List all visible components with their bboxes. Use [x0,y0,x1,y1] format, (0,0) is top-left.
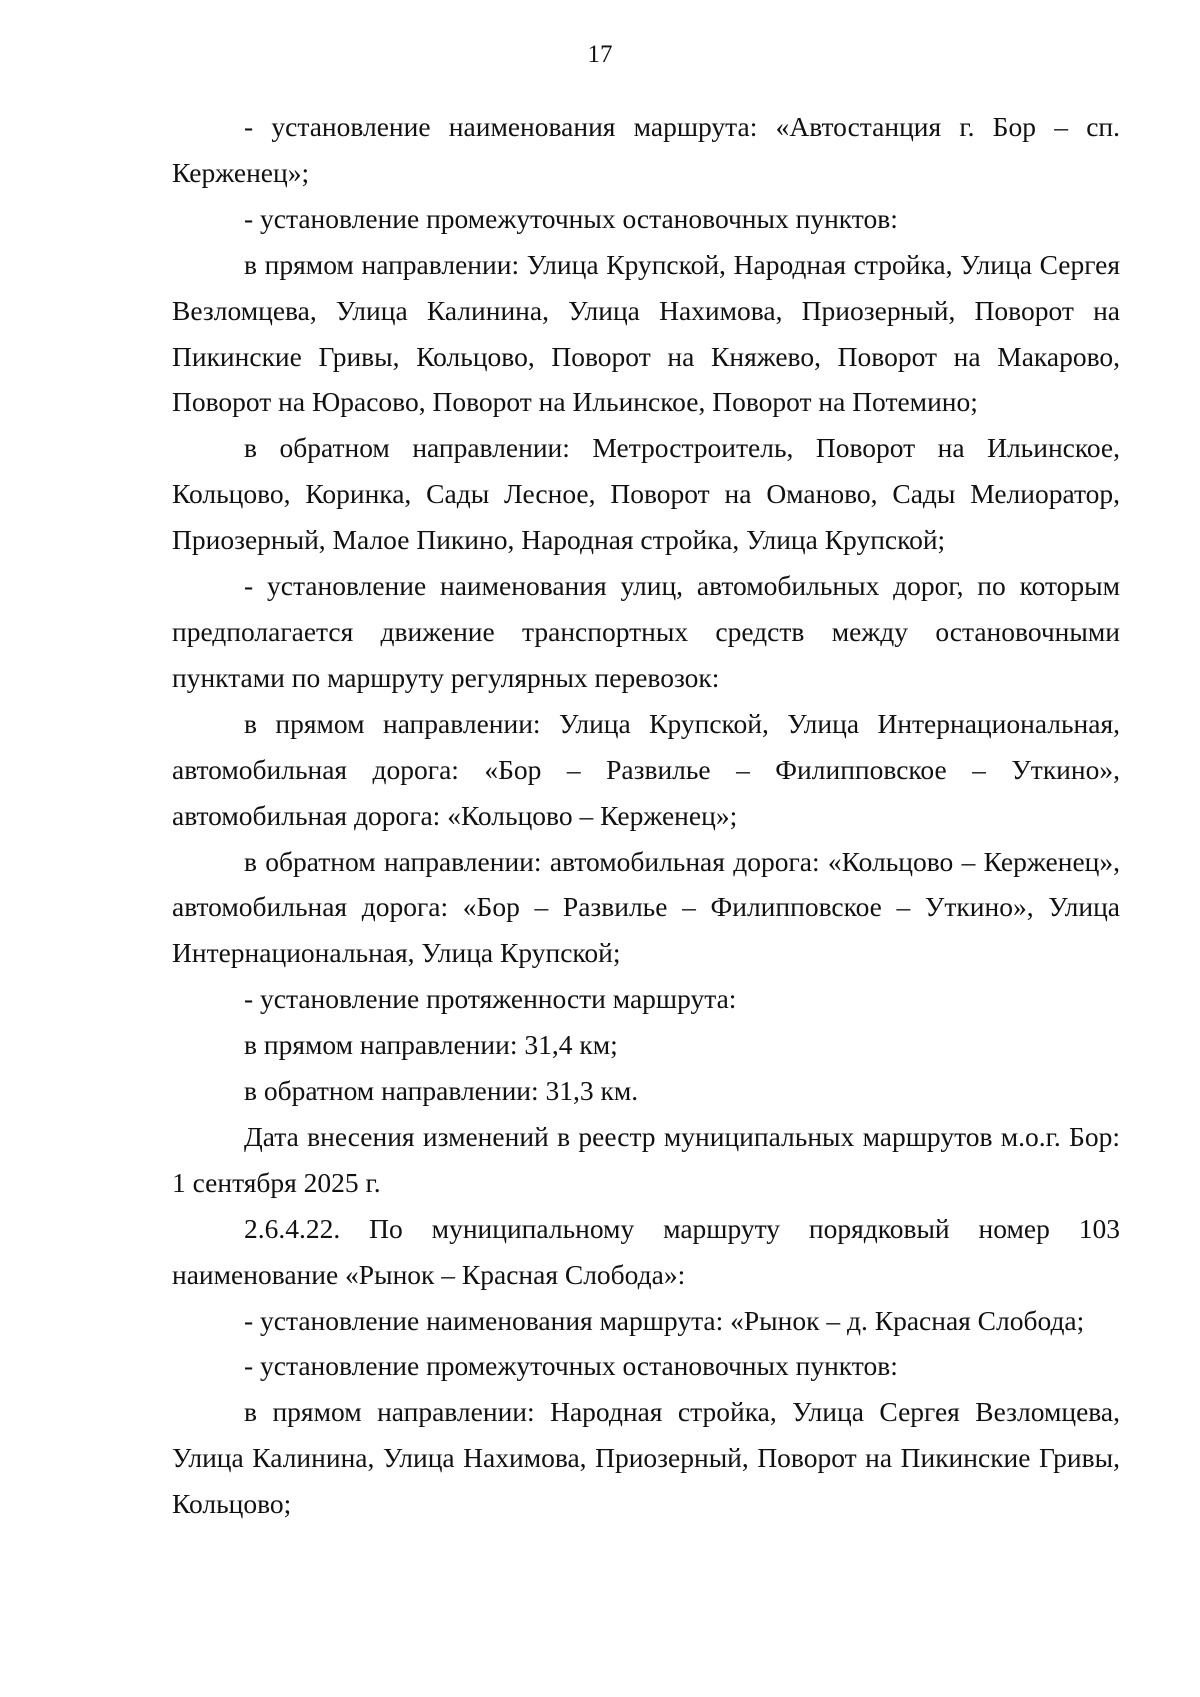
paragraph-return-stops-1: в обратном направлении: Метростроитель, Поворот на Ильинское, Кольцово, Коринка, Сады Лесное, Поворот на Оманово, Сады Мелиоратор, Приозерный, Малое Пикино, Народная стройка, Улица Крупской; [172,432,1120,556]
paragraph-return-length: в обратном направлении: 31,3 км. [244,1075,639,1107]
paragraph-registry-date: Дата внесения изменений в реестр муниципальных маршрутов м.о.г. Бор: 1 сентября 2025 г. [172,1120,1120,1198]
paragraph-length-heading: - установление протяженности маршрута: [244,983,737,1015]
paragraph-forward-length: в прямом направлении: 31,4 км; [244,1029,618,1061]
paragraph-stops-heading-2: - установление промежуточных остановочных пунктов: [244,1350,898,1382]
page-number: 17 [587,41,613,68]
paragraph-forward-streets: в прямом направлении: Улица Крупской, Улица Интернациональная, автомобильная дорога: «Бор – Развилье – Филипповское – Уткино», автомобильная дорога: «Кольцово – Керженец»; [172,707,1120,831]
document-body [172,104,1120,1527]
paragraph-return-streets: в обратном направлении: автомобильная дорога: «Кольцово – Керженец», автомобильная дорога: «Бор – Развилье – Филипповское – Уткино», Улица Интернациональная, Улица Крупской; [172,845,1120,969]
paragraph-route-name-2: - установление наименования маршрута: «Рынок – д. Красная Слобода; [244,1304,1085,1336]
paragraph-stops-heading-1: - установление промежуточных остановочных пунктов: [244,202,898,234]
paragraph-forward-stops-2: в прямом направлении: Народная стройка, Улица Сергея Везломцева, Улица Калинина, Улица Нахимова, Приозерный, Поворот на Пикинские Гривы, Кольцово; [172,1396,1120,1520]
paragraph-section-2-6-4-22: 2.6.4.22. По муниципальному маршруту порядковый номер 103 наименование «Рынок – Красная Слобода»: [172,1212,1120,1290]
paragraph-streets-heading: - установление наименования улиц, автомобильных дорог, по которым предполагается движение транспортных средств между остановочными пунктами по маршруту регулярных перевозок: [172,570,1120,693]
paragraph-forward-stops-1: в прямом направлении: Улица Крупской, Народная стройка, Улица Сергея Везломцева, Улица Калинина, Улица Нахимова, Приозерный, Поворот на Пикинские Гривы, Кольцово, Поворот на Княжево, Поворот на Макарово, Поворот на Юрасово, Поворот на Ильинское, Поворот на Потемино; [172,248,1120,418]
paragraph-route-name-1: - установление наименования маршрута: «Автостанция г. Бор – сп. Керженец»; [172,111,1120,188]
